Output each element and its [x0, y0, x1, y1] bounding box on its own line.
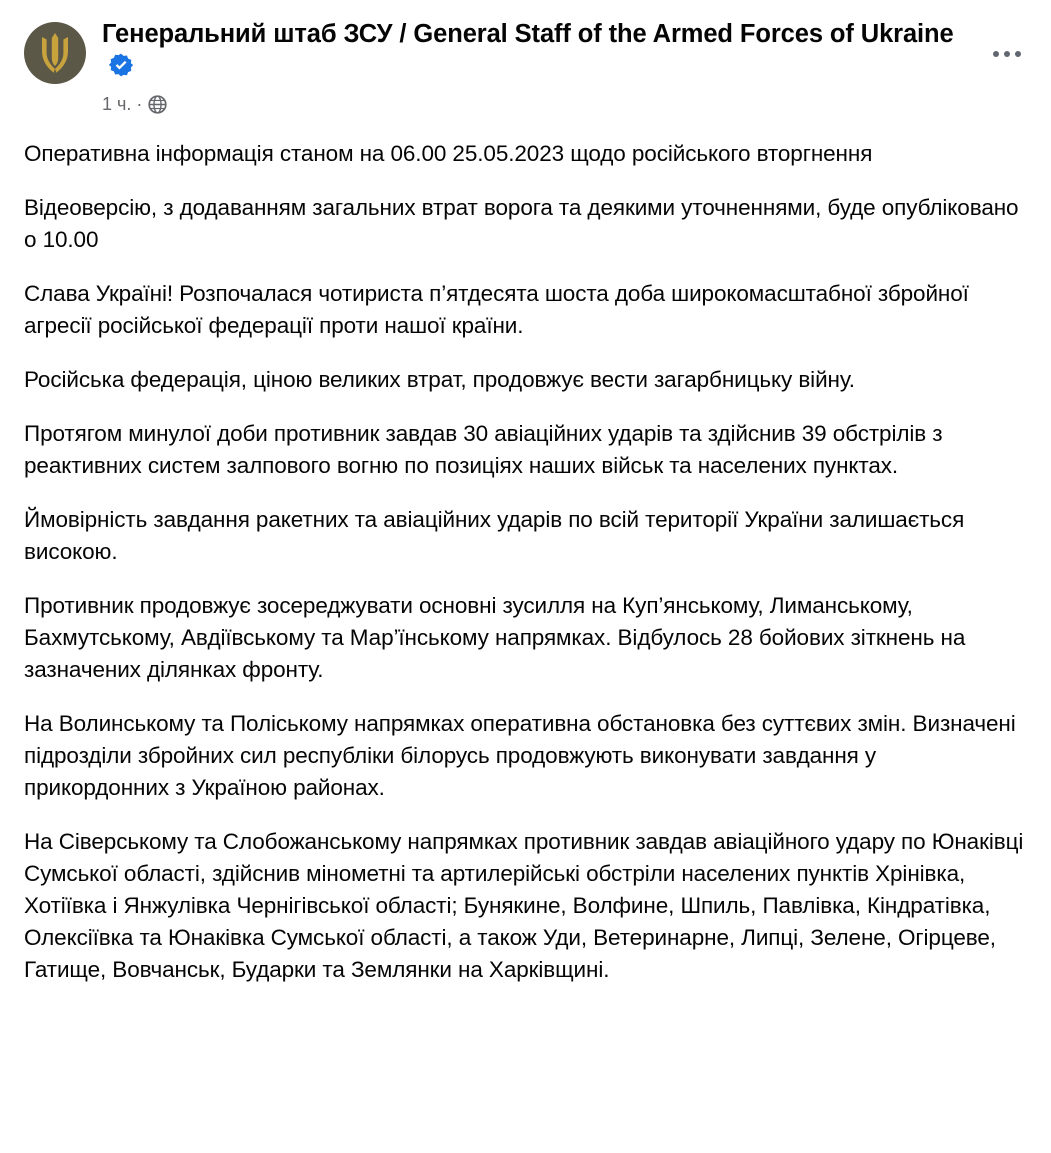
post-paragraph: Ймовірність завдання ракетних та авіаційних ударів по всій території України залишається високою. [24, 507, 965, 564]
globe-public-icon[interactable] [148, 95, 167, 114]
dot-2 [1004, 51, 1010, 57]
post-body [24, 138, 1027, 986]
post-paragraph: Російська федерація, ціною великих втрат, продовжує вести загарбницьку війну. [24, 367, 855, 392]
post-paragraph: Противник продовжує зосереджувати основні зусилля на Куп’янському, Лиманському, Бахмутському, Авдіївському та Мар’їнському напрямках. Відбулось 28 бойових зіткнень на зазначених ділянках фронту. [24, 593, 966, 682]
dot-3 [1015, 51, 1021, 57]
verified-badge-icon [108, 52, 134, 87]
dot-1 [993, 51, 999, 57]
post-paragraph: На Волинському та Поліському напрямках оперативна обстановка без суттєвих змін. Визначені підрозділи збройних сил республіки білорусь продовжують виконувати завдання у прикордонних з Україною районах. [24, 711, 1016, 800]
post-paragraph: Слава Україні! Розпочалася чотириста п’ятдесята шоста доба широкомасштабної збройної агресії російської федерації проти нашої країни. [24, 281, 969, 338]
post-paragraph: Протягом минулої доби противник завдав 30 авіаційних ударів та здійснив 39 обстрілів з реактивних систем залпового вогню по позиціях наших військ та населених пунктах. [24, 421, 943, 478]
post-timestamp[interactable]: 1 ч. [102, 94, 132, 114]
post-paragraph: На Сіверському та Слобожанському напрямках противник завдав авіаційного удару по Юнаківці Сумської області, здійснив мінометні та артилерійські обстріли населених пунктів Хрінівка, Хотіївка і Янжулівка Чернігівської області; Бунякине, Волфине, Шпиль, Павлівка, Кіндратівка, Олексіївка та Юнаківка Сумської області, а також Уди, Ветеринарне, Липці, Зелене, Огірцеве, Гатище, Вовчанськ, Бударки та Землянки на Харківщині. [24, 829, 1024, 982]
post-header [24, 18, 1027, 116]
post-paragraph: Оперативна інформація станом на 06.00 25.05.2023 щодо російського вторгнення [24, 141, 873, 166]
more-dots [993, 51, 1021, 57]
post-paragraph: Відеоверсію, з додаванням загальних втрат ворога та деякими уточненнями, буде опубліковано о 10.00 [24, 195, 1019, 252]
post-header-text [102, 18, 1027, 116]
avatar[interactable] [24, 22, 86, 84]
page-name[interactable]: Генеральний штаб ЗСУ / General Staff of the Armed Forces of Ukraine [102, 20, 954, 48]
more-options-icon[interactable] [987, 34, 1027, 74]
post-meta [102, 92, 957, 116]
meta-separator: · [136, 94, 143, 114]
page-name-line [102, 18, 957, 87]
